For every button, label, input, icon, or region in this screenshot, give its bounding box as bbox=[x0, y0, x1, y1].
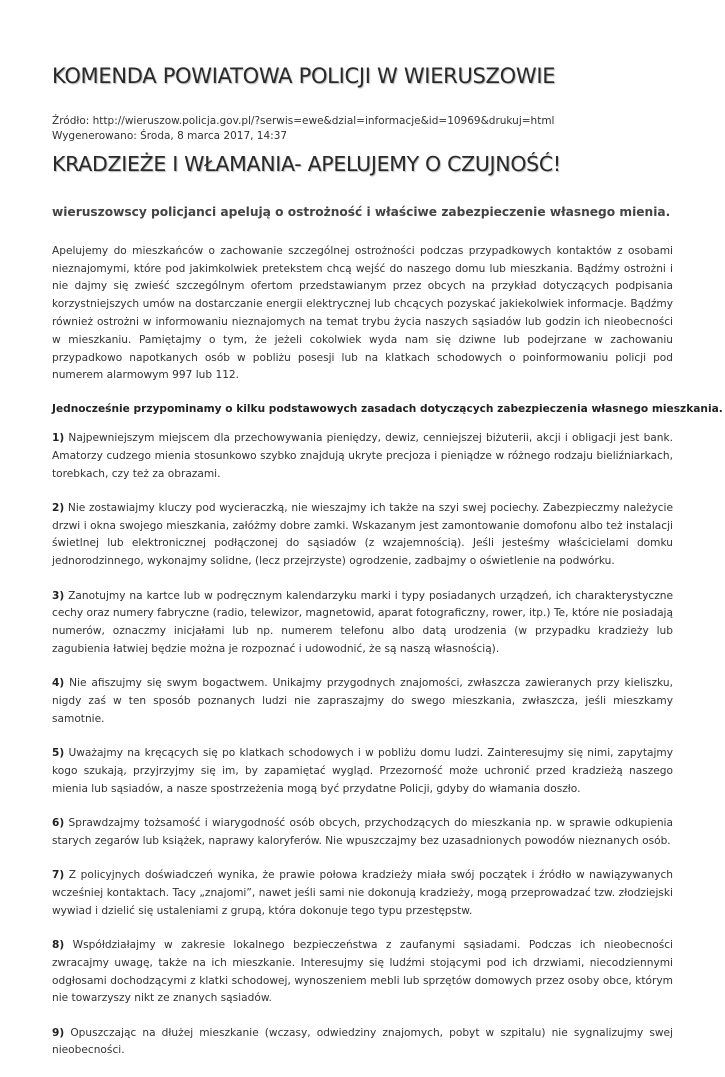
list-item bbox=[52, 815, 673, 851]
agency-name: KOMENDA POWIATOWA POLICJI W WIERUSZOWIE bbox=[52, 64, 556, 88]
article-body bbox=[52, 204, 723, 1077]
item-text: Sprawdzajmy tożsamość i wiarygodność osób obcych, przychodzących do mieszkania np. w sprawie odkupienia starych zegarów lub książek, naprawy kaloryferów. Nie wpuszczajmy bez uzasadnionych powodów nieznanych osób. bbox=[52, 817, 673, 847]
list-item bbox=[52, 867, 673, 920]
item-text: Zanotujmy na kartce lub w podręcznym kalendarzyku marki i typy posiadanych urządzeń, ich charakterystyczne cechy oraz numery fabryczne (radio, telewizor, magnetowid, aparat fotograficzny, rower, itp.) Te, które nie posiadają numerów, oznaczmy inicjałami lub np. numerem telefonu albo datą urodzenia (w przypadku kradzieży lub zagubienia łatwiej będzie można je rozpoznać i udowodnić, że są naszą własnością). bbox=[52, 589, 673, 655]
print-meta bbox=[52, 114, 672, 143]
item-text: Uważajmy na kręcących się po klatkach schodowych i w pobliżu domu ludzi. Zainteresujmy się nimi, zapytajmy kogo szukają, przyjrzyjmy się im, by zapamiętać wygląd. Przezorność może uchronić przed kradzieżą naszego mienia lub sąsiadów, a nasze spostrzeżenia mogą być przydatne Policji, gdyby do włamania doszło. bbox=[52, 747, 673, 795]
list-item bbox=[52, 588, 673, 659]
article-intro: Apelujemy do mieszkańców o zachowanie szczególnej ostrożności podczas przypadkowych kontaktów z osobami nieznajomymi, które pod jakimkolwiek pretekstem chcą wejść do naszego domu lub mieszkania. Bądźmy ostrożni i nie dajmy się zwieść szczególnym ofertom przedstawianym przez obcych na przykład dotyczących podpisania korzystniejszych umów na dostarczanie energii elektrycznej lub chcących pozyskać jakiekolwiek informacje. Bądźmy również ostrożni w informowaniu nieznajomych na temat trybu życia naszych sąsiadów lub godzin ich nieobecności w mieszkaniu. Pamiętajmy o tym, że jeżeli cokolwiek wyda nam się dziwne lub podejrzane w zachowaniu przypadkowo napotkanych osób w pobliżu posesji lub na klatkach schodowych o poinformowaniu policji pod numerem alarmowym 997 lub 112. bbox=[52, 244, 673, 382]
list-item bbox=[52, 430, 673, 483]
item-number: 5) bbox=[52, 747, 65, 760]
item-number: 3) bbox=[52, 589, 65, 602]
item-number: 8) bbox=[52, 939, 65, 951]
list-item bbox=[52, 1025, 673, 1061]
item-number: 1) bbox=[52, 431, 65, 444]
item-text: Opuszczając na dłużej mieszkanie (wczasy, odwiedziny znajomych, pobyt w szpitalu) nie sygnalizujmy swej nieobecności. bbox=[52, 1026, 673, 1057]
item-text: Najpewniejszym miejscem dla przechowywania pieniędzy, dewiz, cenniejszej biżuterii, akcji i obligacji jest bank. Amatorzy cudzego mienia stosunkowo szybko znajdują ukryte precjoza i pieniądze w różnego rodzaju bieliźniarkach, torebkach, czy też za obrazami. bbox=[52, 431, 673, 480]
list-item bbox=[52, 500, 673, 571]
item-text: Współdziałajmy w zakresie lokalnego bezpieczeństwa z zaufanymi sąsiadami. Podczas ich nieobecności zwracajmy uwagę, także na ich mieszkanie. Interesujmy się ludźmi stojącymi pod ich drzwiami, niecodziennymi odgłosami dochodzącymi z klatki schodowej, wynoszeniem mebli lub sprzętów domowych przez osoby obce, którym nie towarzyszy nikt ze znanych sąsiadów. bbox=[52, 939, 673, 1005]
item-text: Z policyjnych doświadczeń wynika, że prawie połowa kradzieży miała swój początek i źródło w nawiązywanych wcześniej kontaktach. Tacy „znajomi”, nawet jeśli sami nie dokonują kradzieży, mogą przeprowadzać tzw. złodziejski wywiad i dzielić się ustaleniami z grupą, która dokonuje tego typu przestępstw. bbox=[52, 869, 673, 917]
item-number: 7) bbox=[52, 869, 65, 882]
list-item bbox=[52, 937, 673, 1008]
item-number: 9) bbox=[52, 1026, 65, 1039]
article-lead: wieruszowscy policjanci apelują o ostrożność i właściwe zabezpieczenie własnego mienia. bbox=[52, 205, 671, 219]
rules-list bbox=[52, 430, 673, 1060]
source-line: Źródło: http://wieruszow.policja.gov.pl/?serwis=ewe&dzial=informacje&id=10969&drukuj=html bbox=[52, 115, 555, 127]
item-text: Nie afiszujmy się swym bogactwem. Unikajmy przygodnych znajomości, zwłaszcza zawieranych przy kieliszku, nigdy zaś w ten sposób poznanych ludzi nie zapraszajmy do swego mieszkania, zwłaszcza, jeśli mieszkamy samotnie. bbox=[52, 677, 673, 725]
item-text: Nie zostawiajmy kluczy pod wycieraczką, nie wieszajmy ich także na szyi swej pociechy. Zabezpieczmy należycie drzwi i okna swojego mieszkania, załóżmy dobre zamki. Wskazanym jest zamontowanie domofonu albo też instalacji świetlnej lub elektronicznej podłączonej do sąsiadów (z wzajemnością). Jeśli jesteśmy właścicielami domku jednorodzinnego, wykonajmy solidne, (lecz przejrzyste) ogrodzenie, zadbajmy o oświetlenie na podwórku. bbox=[52, 501, 673, 568]
reminder-heading: Jednocześnie przypominamy o kilku podstawowych zasadach dotyczących zabezpieczenia własnego mieszkania. bbox=[52, 403, 723, 416]
list-item bbox=[52, 675, 673, 728]
item-number: 6) bbox=[52, 817, 65, 830]
list-item bbox=[52, 745, 673, 798]
article-title: KRADZIEŻE I WŁAMANIA- APELUJEMY O CZUJNOŚĆ! bbox=[52, 152, 561, 176]
item-number: 4) bbox=[52, 677, 65, 690]
item-number: 2) bbox=[52, 501, 65, 514]
generated-line: Wygenerowano: Środa, 8 marca 2017, 14:37 bbox=[52, 129, 288, 142]
